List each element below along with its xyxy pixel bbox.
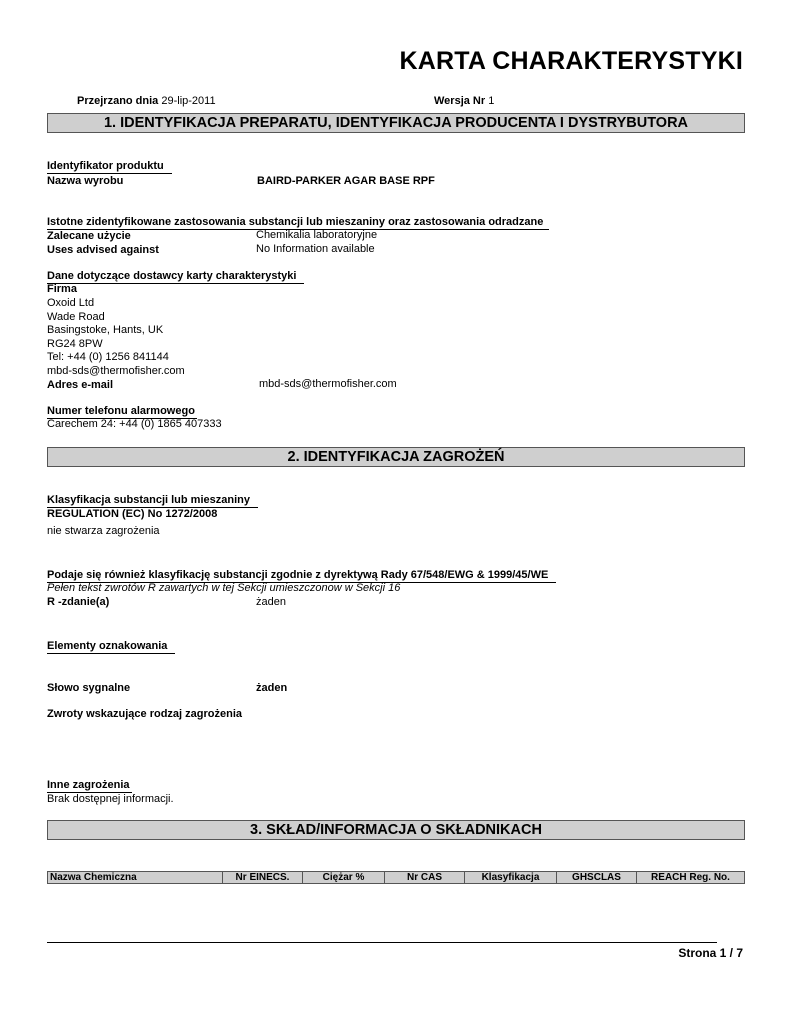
emergency-phone-value: Carechem 24: +44 (0) 1865 407333 xyxy=(47,418,222,430)
address-line: RG24 8PW xyxy=(47,337,103,350)
revision-date-value: 29-lip-2011 xyxy=(161,95,216,107)
section-3-heading: 3. SKŁAD/INFORMACJA O SKŁADNIKACH xyxy=(47,820,745,840)
directive-heading: Podaje się również klasyfikację substancji zgodnie z dyrektywą Rady 67/548/EWG & 1999/45/WE xyxy=(47,569,556,581)
version-number xyxy=(434,95,494,107)
label-elements-heading: Elementy oznakowania xyxy=(47,640,175,652)
hazard-statements-label: Zwroty wskazujące rodzaj zagrożenia xyxy=(47,708,243,720)
classification-heading: Klasyfikacja substancji lub mieszaniny xyxy=(47,494,258,506)
product-name-value: BAIRD-PARKER AGAR BASE RPF xyxy=(257,175,435,187)
column-header-einecs: Nr EINECS. xyxy=(223,872,303,883)
page-number: Strona 1 / 7 xyxy=(678,946,743,960)
recommended-use-label: Zalecane użycie xyxy=(47,230,131,242)
uses-advised-against-label: Uses advised against xyxy=(47,244,159,256)
uses-heading: Istotne zidentyfikowane zastosowania substancji lub mieszaniny oraz zastosowania odradzane xyxy=(47,216,549,228)
address-line: mbd-sds@thermofisher.com xyxy=(47,364,185,377)
company-label: Firma xyxy=(47,283,77,295)
column-header-cas: Nr CAS xyxy=(385,872,465,883)
emergency-phone-heading: Numer telefonu alarmowego xyxy=(47,405,195,417)
regulation-value: nie stwarza zagrożenia xyxy=(47,525,160,537)
version-value: 1 xyxy=(488,95,495,107)
revision-date xyxy=(77,95,216,107)
revision-date-label: Przejrzano dnia xyxy=(77,95,159,107)
other-hazards-value: Brak dostępnej informacji. xyxy=(47,793,174,805)
r-phrases-value: żaden xyxy=(256,596,286,608)
composition-table-header xyxy=(47,871,745,884)
section-2-heading: 2. IDENTYFIKACJA ZAGROŻEŃ xyxy=(47,447,745,467)
uses-advised-against-value: No Information available xyxy=(256,243,375,255)
column-header-reach: REACH Reg. No. xyxy=(651,872,730,883)
email-value: mbd-sds@thermofisher.com xyxy=(259,378,397,390)
column-header-weight: Ciężar % xyxy=(303,872,385,883)
recommended-use-value: Chemikalia laboratoryjne xyxy=(256,229,378,241)
directive-note: Pełen tekst zwrotów R zawartych w tej Sekcji umieszczonow w Sekcji 16 xyxy=(47,582,401,594)
supplier-heading: Dane dotyczące dostawcy karty charakterystyki xyxy=(47,270,304,282)
column-header-ghsclas: GHSCLAS xyxy=(557,872,637,883)
column-header-classification: Klasyfikacja xyxy=(465,872,557,883)
footer-divider xyxy=(47,942,717,943)
document-title: KARTA CHARAKTERYSTYKI xyxy=(399,47,743,75)
product-name-label: Nazwa wyrobu xyxy=(47,175,124,187)
address-line: Basingstoke, Hants, UK xyxy=(47,324,164,336)
regulation-label: REGULATION (EC) No 1272/2008 xyxy=(47,508,218,520)
signal-word-label: Słowo sygnalne xyxy=(47,682,131,694)
email-label: Adres e-mail xyxy=(47,379,114,391)
section-1-heading: 1. IDENTYFIKACJA PREPARATU, IDENTYFIKACJA PRODUCENTA I DYSTRYBUTORA xyxy=(47,113,745,133)
signal-word-value: żaden xyxy=(256,682,288,694)
version-label: Wersja Nr xyxy=(434,95,486,107)
address-line: Tel: +44 (0) 1256 841144 xyxy=(47,351,169,363)
company-address xyxy=(47,297,185,378)
address-line: Oxoid Ltd xyxy=(47,297,95,309)
product-identifier-heading: Identyfikator produktu xyxy=(47,160,172,172)
column-header-chemical-name: Nazwa Chemiczna xyxy=(48,872,223,883)
address-line: Wade Road xyxy=(47,310,105,323)
r-phrases-label: R -zdanie(a) xyxy=(47,596,110,608)
other-hazards-heading: Inne zagrożenia xyxy=(47,779,130,791)
